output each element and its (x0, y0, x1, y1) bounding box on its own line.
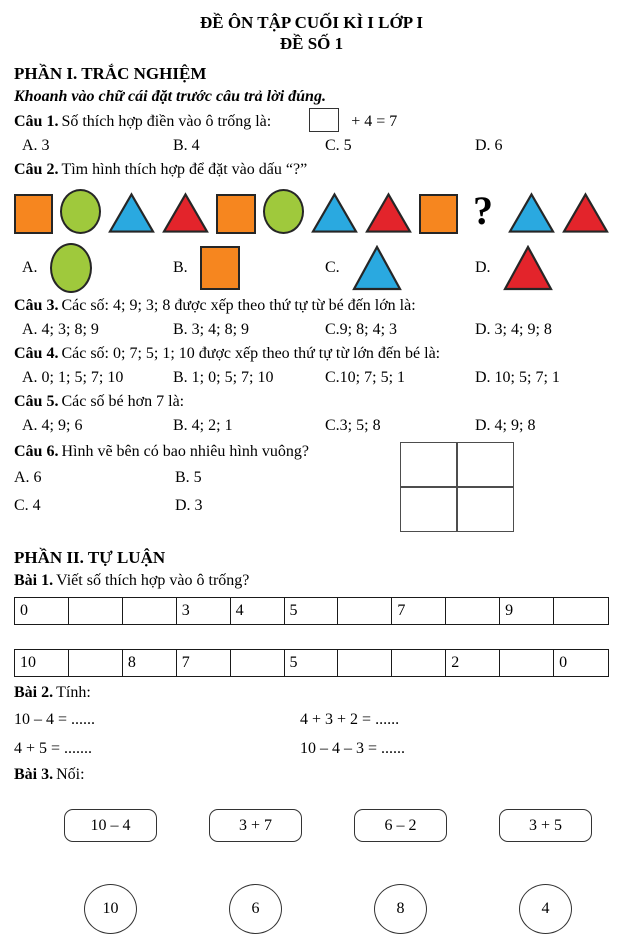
option-c[interactable]: C. 5 (325, 137, 352, 154)
answer-blank-box[interactable] (309, 108, 339, 132)
connect-circle[interactable] (84, 884, 137, 934)
question-mark: ? (473, 187, 494, 233)
table-cell-filled: 7 (177, 650, 231, 676)
question-3-options (14, 318, 609, 342)
option-d[interactable]: D. 10; 5; 7; 1 (475, 369, 560, 386)
connect-box[interactable]: 10 – 4 (64, 809, 157, 842)
table-spacer (14, 625, 609, 645)
table-cell-empty[interactable] (554, 598, 608, 624)
exercise-2-label: Bài 2. (14, 684, 54, 701)
table-cell-filled: 8 (123, 650, 177, 676)
square-grid-figure (400, 442, 514, 532)
option-b-label: B. (173, 259, 188, 276)
option-c-label: C. (325, 259, 340, 276)
question-4-label: Câu 4. (14, 345, 59, 362)
question-2 (14, 158, 609, 182)
option-b[interactable]: B. 1; 0; 5; 7; 10 (173, 369, 274, 386)
orange-square-icon (14, 194, 53, 234)
option-a[interactable]: A. 4; 3; 8; 9 (22, 321, 99, 338)
orange-square-icon (216, 194, 255, 234)
question-5-options (14, 414, 609, 438)
table-cell-empty[interactable] (69, 598, 123, 624)
question-1-options (14, 134, 609, 158)
option-c[interactable]: C.3; 5; 8 (325, 417, 381, 434)
red-triangle-icon (162, 192, 209, 234)
table-cell-filled: 9 (500, 598, 554, 624)
exercise-1-label: Bài 1. (14, 572, 54, 589)
table-cell-empty[interactable] (446, 598, 500, 624)
option-b[interactable]: B. 4 (173, 137, 200, 154)
question-6 (14, 440, 609, 536)
exercise-1 (14, 569, 609, 593)
green-circle-icon (50, 243, 92, 293)
connect-circle[interactable] (229, 884, 282, 934)
answer-choice[interactable] (325, 245, 475, 291)
question-4-options (14, 366, 609, 390)
question-5 (14, 390, 609, 414)
question-1-text: Số thích hợp điền vào ô trống là: (61, 113, 272, 130)
exercise-2 (14, 681, 609, 705)
option-d[interactable]: D. 3; 4; 9; 8 (475, 321, 552, 338)
table-cell-empty[interactable] (500, 650, 554, 676)
part1-instruction: Khoanh vào chữ cái đặt trước câu trả lời đúng. (14, 88, 326, 105)
question-2-label: Câu 2. (14, 161, 59, 178)
question-1-label: Câu 1. (14, 113, 59, 130)
blue-triangle-icon (352, 245, 402, 291)
connect-circle[interactable] (374, 884, 427, 934)
circle-value: 4 (541, 900, 550, 917)
blue-triangle-icon (108, 192, 155, 234)
question-6-options-row1 (14, 464, 609, 492)
option-a[interactable]: A. 3 (22, 137, 50, 154)
option-c[interactable]: C.9; 8; 4; 3 (325, 321, 398, 338)
exercise-2-text: Tính: (56, 684, 91, 701)
equation-blank[interactable]: 10 – 4 – 3 = ...... (300, 740, 406, 757)
option-a[interactable]: A. 0; 1; 5; 7; 10 (22, 369, 124, 386)
option-c[interactable]: C. 4 (14, 497, 41, 514)
option-a[interactable]: A. 4; 9; 6 (22, 417, 83, 434)
table-cell-empty[interactable] (231, 650, 285, 676)
question-2-answers (14, 242, 609, 294)
table-cell-filled: 5 (285, 598, 339, 624)
option-a[interactable]: A. 6 (14, 469, 42, 486)
table-cell-empty[interactable] (69, 650, 123, 676)
red-triangle-icon (503, 245, 553, 291)
connect-circles-row (14, 884, 609, 934)
question-6-text: Hình vẽ bên có bao nhiêu hình vuông? (61, 443, 309, 460)
table-cell-empty[interactable] (338, 650, 392, 676)
table-cell-filled: 3 (177, 598, 231, 624)
table-cell-empty[interactable] (338, 598, 392, 624)
part1-heading: PHẦN I. TRẮC NGHIỆM (14, 64, 207, 83)
table-cell-filled: 2 (446, 650, 500, 676)
b1-table-2 (14, 649, 609, 677)
orange-square-icon (419, 194, 458, 234)
option-b[interactable]: B. 3; 4; 8; 9 (173, 321, 250, 338)
green-circle-icon (60, 189, 101, 234)
table-cell-filled: 0 (15, 598, 69, 624)
exercise-3-label: Bài 3. (14, 766, 54, 783)
equation-blank[interactable]: 4 + 5 = ....... (14, 740, 93, 757)
question-3-label: Câu 3. (14, 297, 59, 314)
option-b[interactable]: B. 4; 2; 1 (173, 417, 233, 434)
table-cell-filled: 0 (559, 654, 568, 671)
option-b[interactable]: B. 5 (175, 469, 202, 486)
red-triangle-icon (562, 192, 609, 234)
table-cell-empty[interactable] (392, 650, 446, 676)
question-5-label: Câu 5. (14, 393, 59, 410)
page-title: ĐỀ ÔN TẬP CUỐI KÌ I LỚP I (199, 13, 424, 32)
answer-choice[interactable] (173, 246, 325, 290)
option-c[interactable]: C.10; 7; 5; 1 (325, 369, 406, 386)
circle-value: 8 (396, 900, 405, 917)
red-triangle-icon (365, 192, 412, 234)
answer-choice[interactable] (475, 245, 609, 291)
b1-table-1 (14, 597, 609, 625)
answer-choice[interactable] (22, 243, 173, 293)
q2-shape-sequence (14, 187, 609, 234)
option-a-label: A. (22, 259, 38, 276)
circle-value: 10 (102, 900, 119, 917)
exercise-2-equations (14, 705, 609, 763)
connect-boxes-row (14, 809, 609, 842)
table-cell-filled: 5 (285, 650, 339, 676)
blue-triangle-icon (311, 192, 358, 234)
option-d[interactable]: D. 3 (175, 497, 203, 514)
page-subtitle: ĐỀ SỐ 1 (279, 34, 344, 53)
connect-circle[interactable] (519, 884, 572, 934)
blue-triangle-icon (508, 192, 555, 234)
exercise-3 (14, 763, 609, 787)
table-cell-empty[interactable] (123, 598, 177, 624)
part2-heading: PHẦN II. TỰ LUẬN (14, 548, 166, 567)
table-cell-filled: 4 (231, 598, 285, 624)
question-3 (14, 294, 609, 318)
question-6-options-row2 (14, 492, 609, 520)
question-4 (14, 342, 609, 366)
question-1 (14, 108, 609, 134)
equation-blank[interactable]: 10 – 4 = ...... (14, 711, 96, 728)
table-cell-filled: 10 (15, 650, 69, 676)
question-4-text: Các số: 0; 7; 5; 1; 10 được xếp theo thứ tự từ lớn đến bé là: (61, 345, 441, 362)
option-d[interactable]: D. 6 (475, 137, 503, 154)
question-1-equation: + 4 = 7 (351, 113, 398, 130)
circle-value: 6 (251, 900, 260, 917)
orange-square-icon (200, 246, 240, 290)
question-2-text: Tìm hình thích hợp để đặt vào dấu “?” (61, 161, 308, 178)
connect-box[interactable]: 6 – 2 (354, 809, 447, 842)
title-block (14, 12, 609, 54)
question-6-label: Câu 6. (14, 443, 59, 460)
green-circle-icon (263, 189, 304, 234)
question-6-line (14, 440, 609, 464)
table-cell-filled: 7 (392, 598, 446, 624)
question-5-text: Các số bé hơn 7 là: (61, 393, 185, 410)
exercise-3-text: Nối: (56, 766, 85, 783)
exercise-1-text: Viết số thích hợp vào ô trống? (56, 572, 250, 589)
option-d[interactable]: D. 4; 9; 8 (475, 417, 536, 434)
connect-box[interactable]: 3 + 5 (499, 809, 592, 842)
option-d-label: D. (475, 259, 491, 276)
question-3-text: Các số: 4; 9; 3; 8 được xếp theo thứ tự từ bé đến lớn là: (61, 297, 416, 314)
connect-box[interactable]: 3 + 7 (209, 809, 302, 842)
equation-blank[interactable]: 4 + 3 + 2 = ...... (300, 711, 400, 728)
